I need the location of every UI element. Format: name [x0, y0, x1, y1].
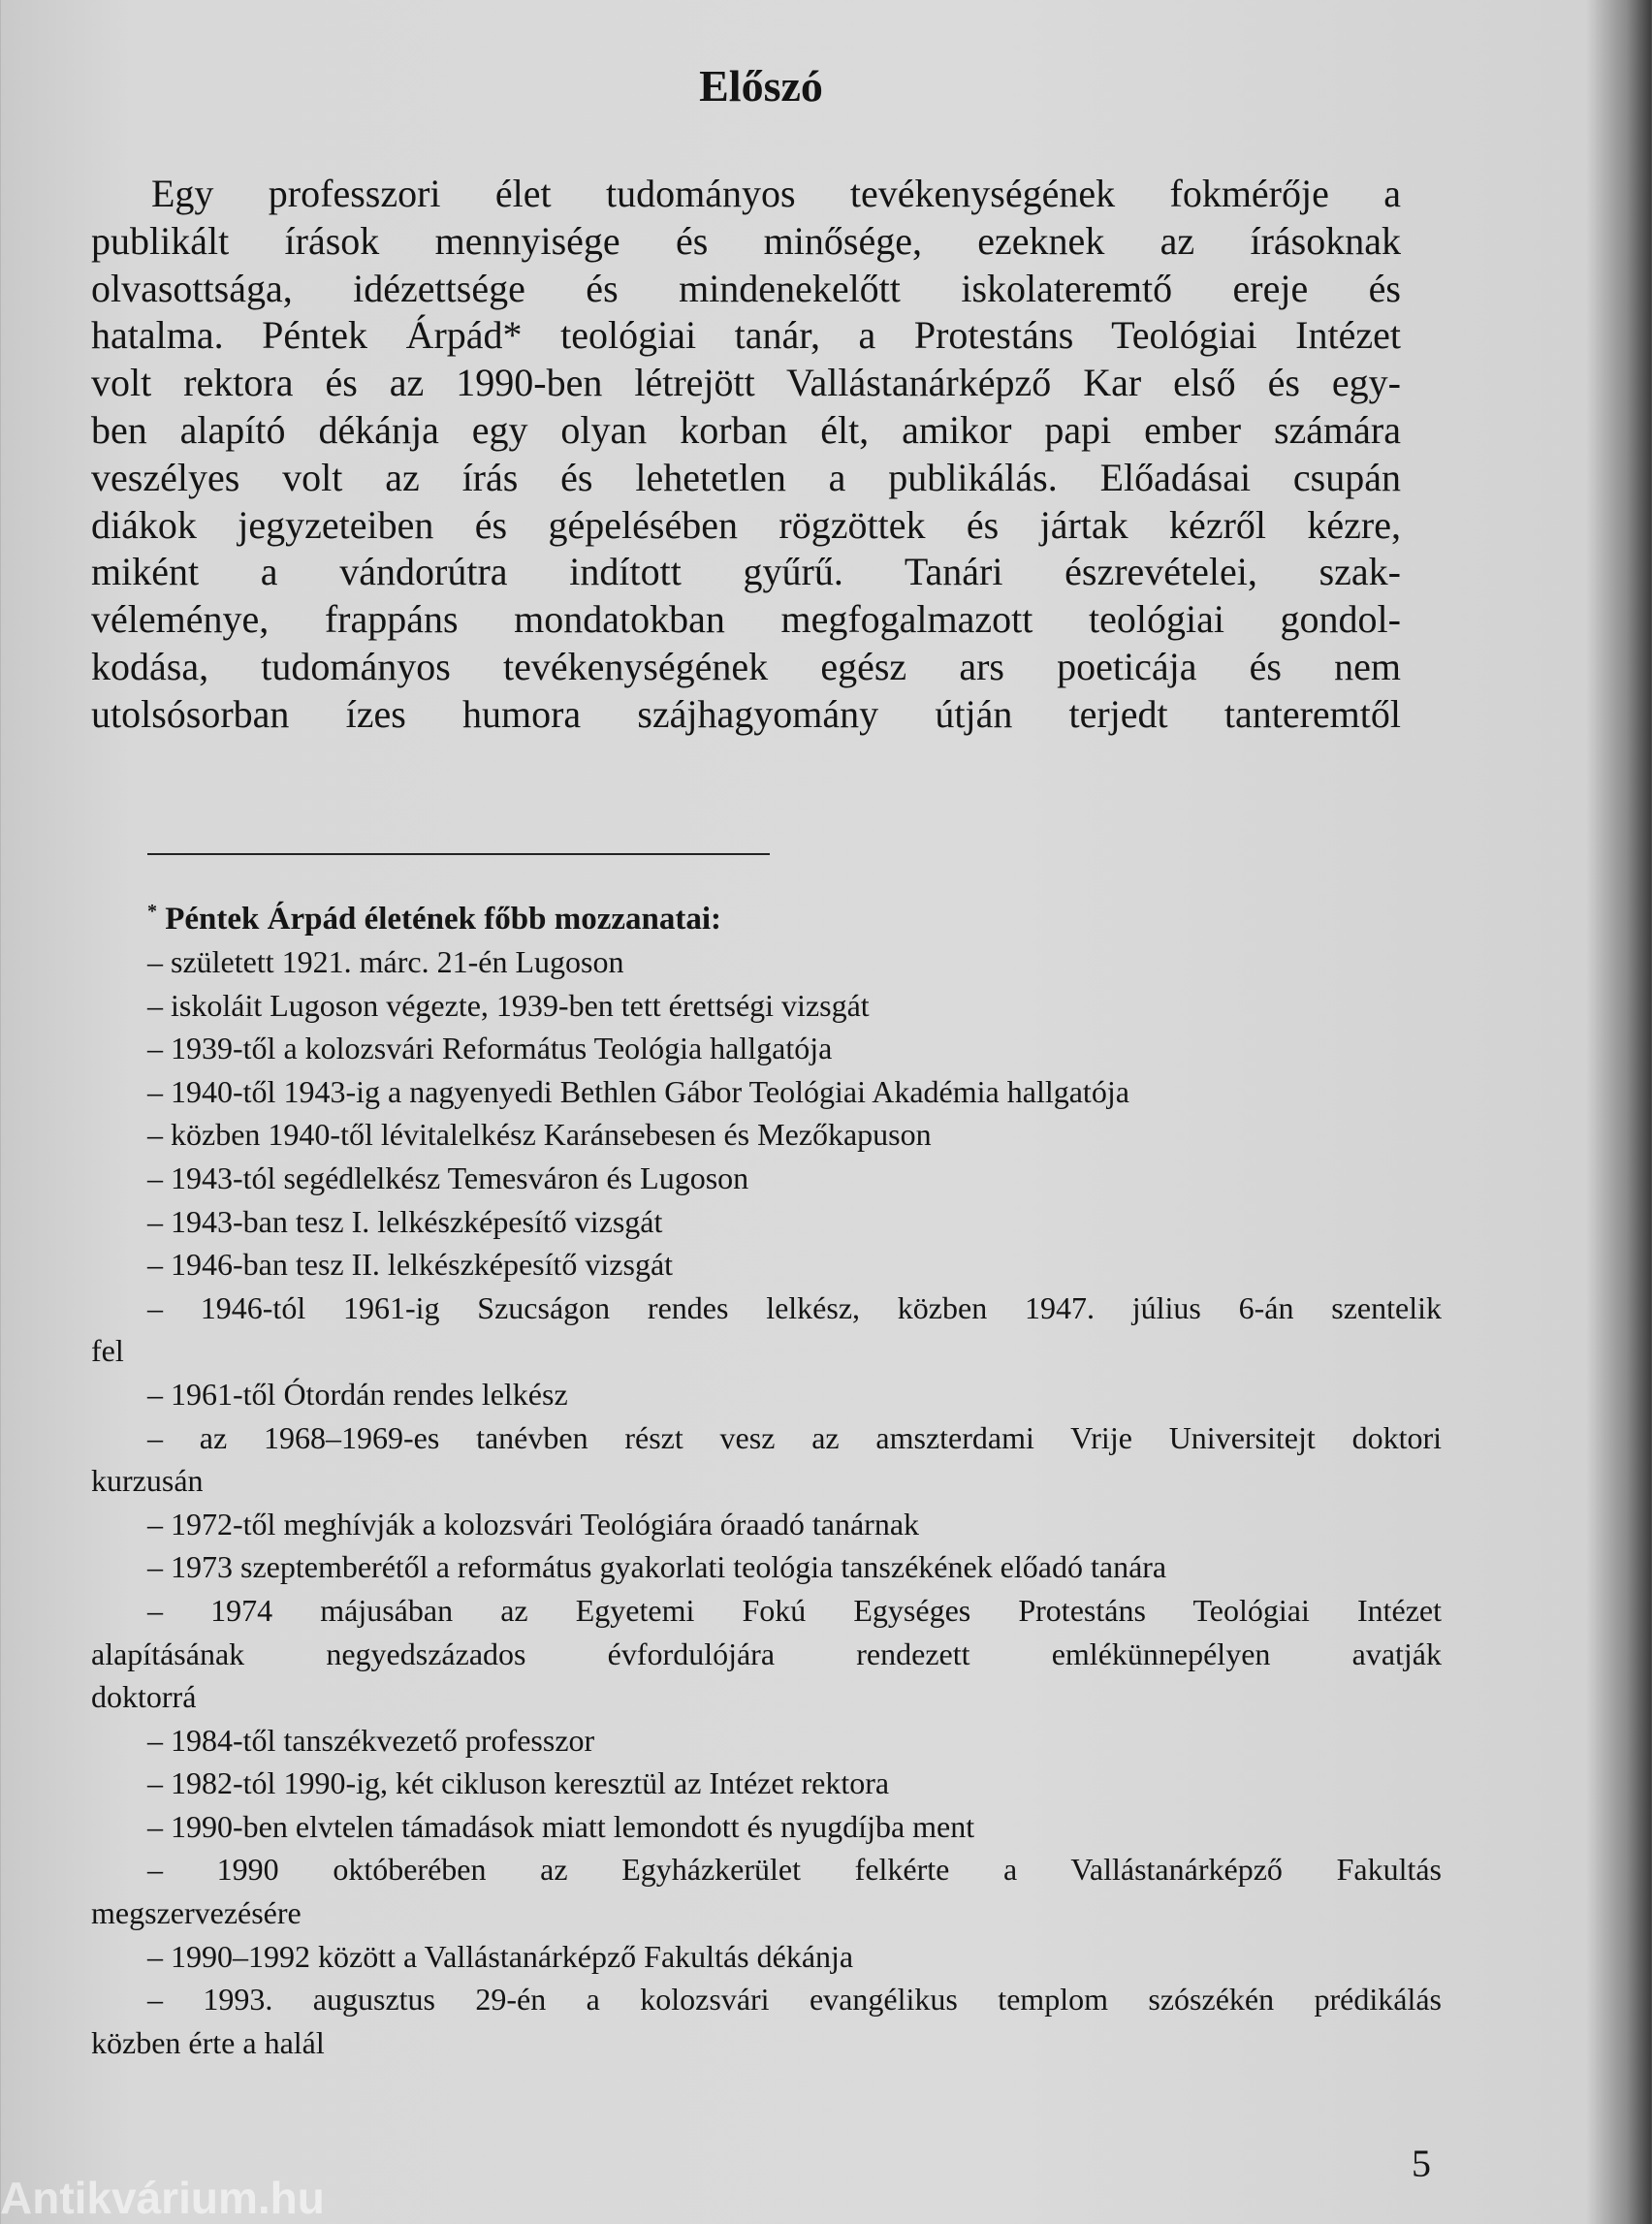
footnote-list-item [91, 1978, 1442, 2064]
footnote-list-item [91, 1373, 1442, 1416]
watermark: Antikvárium.hu [0, 2173, 325, 2223]
footnote-list-item [91, 1589, 1442, 1719]
footnote-marker: * [147, 901, 157, 922]
footnote-line: alapításának negyedszázados évfordulójára rendezett emlékünnepélyen avatják [91, 1636, 1442, 1671]
paragraph-line: olvasottsága, idézettsége és mindenekelőtt iskolateremtő ereje és [91, 266, 1401, 310]
footnote-list-item [91, 1719, 1442, 1763]
paragraph-line: kodása, tudományos tevékenységének egész ars poeticája és nem [91, 644, 1401, 688]
paragraph-line: ben alapító dékánja egy olyan korban élt, amikor papi ember számára [91, 407, 1401, 452]
footnote-line: – 1973 szeptemberétől a református gyakorlati teológia tanszékének előadó tanára [147, 1549, 1167, 1585]
footnote-line: fel [91, 1333, 124, 1369]
footnote-list-item [91, 984, 1442, 1028]
footnote-line: – 1984-től tanszékvezető professzor [147, 1722, 595, 1758]
footnote-line: – iskoláit Lugoson végezte, 1939-ben tett érettségi vizsgát [147, 987, 870, 1023]
footnote-line: megszervezésére [91, 1895, 302, 1931]
footnote-list-item [91, 1416, 1442, 1503]
footnote-line: – 1990-ben elvtelen támadások miatt lemondott és nyugdíjba ment [147, 1808, 975, 1844]
footnote-list-item [91, 1070, 1442, 1114]
paragraph-line: Egy professzori élet tudományos tevékenységének fokmérője a [151, 172, 1401, 215]
footnote-list-item [91, 1157, 1442, 1200]
footnote-heading [91, 890, 1442, 940]
footnote-list-item [91, 1805, 1442, 1849]
footnote-line: – 1946-tól 1961-ig Szucságon rendes lelkész, közben 1947. július 6-án szentelik [147, 1289, 1442, 1325]
footnote-line: – 1961-től Ótordán rendes lelkész [147, 1376, 568, 1412]
page-title: Előszó [699, 61, 823, 111]
footnote-line: – az 1968–1969-es tanévben részt vesz az amszterdami Vrije Universitejt doktori [147, 1419, 1442, 1455]
footnote-list-item [91, 1113, 1442, 1157]
footnote-heading-text: Péntek Árpád életének főbb mozzanatai: [165, 902, 722, 937]
paragraph-line: veszélyes volt az írás és lehetetlen a publikálás. Előadásai csupán [91, 455, 1401, 499]
footnote-line: kurzusán [91, 1463, 204, 1499]
footnote-line: – 1943-ban tesz I. lelkészképesítő vizsgát [147, 1203, 663, 1239]
footnote-line: – 1974 májusában az Egyetemi Fokú Egységes Protestáns Teológiai Intézet [147, 1592, 1442, 1628]
footnote-list-item [91, 1762, 1442, 1805]
footnote-line: – 1993. augusztus 29-én a kolozsvári evangélikus templom szószékén prédikálás [147, 1982, 1442, 2017]
footnote-list-item [91, 940, 1442, 984]
paragraph-line: volt rektora és az 1990-ben létrejött Vallástanárképző Kar első és egy- [91, 361, 1401, 405]
page-number: 5 [1412, 2142, 1431, 2185]
footnote-list-item [91, 1848, 1442, 1934]
footnote-line: – közben 1940-től lévitalelkész Karánsebesen és Mezőkapuson [147, 1117, 932, 1153]
footnote-line: közben érte a halál [91, 2024, 325, 2060]
paragraph-line: miként a vándorútra indított gyűrű. Tanári észrevételei, szak- [91, 550, 1401, 594]
footnote-list-item [91, 1935, 1442, 1979]
footnote-line: – 1990–1992 között a Vallástanárképző Fakultás dékánja [147, 1938, 854, 1974]
footnote [91, 890, 1442, 2064]
footnote-list-item [91, 1545, 1442, 1589]
paragraph-line: publikált írások mennyisége és minősége, ezeknek az írásoknak [91, 218, 1401, 263]
footnote-line: – 1972-től meghívják a kolozsvári Teológiára óraadó tanárnak [147, 1506, 920, 1541]
paragraph-line: hatalma. Péntek Árpád* teológiai tanár, a Protestáns Teológiai Intézet [91, 313, 1401, 358]
footnote-divider [147, 853, 770, 855]
paragraph-line: utolsósorban ízes humora szájhagyomány útján terjedt tanteremtől [91, 691, 1401, 736]
footnote-line: – 1946-ban tesz II. lelkészképesítő vizsgát [147, 1247, 674, 1283]
footnote-list-item [91, 1243, 1442, 1287]
footnote-list-item [91, 1287, 1442, 1373]
footnote-line: – 1990 októberében az Egyházkerület felkérte a Vallástanárképző Fakultás [147, 1852, 1442, 1888]
footnote-line: – 1982-tól 1990-ig, két cikluson keresztül az Intézet rektora [147, 1765, 890, 1801]
footnote-line: – 1940-től 1943-ig a nagyenyedi Bethlen Gábor Teológiai Akadémia hallgatója [147, 1073, 1129, 1109]
footnote-line: doktorrá [91, 1679, 197, 1715]
foreword-paragraph [91, 171, 1401, 739]
footnote-line: – 1943-tól segédlelkész Temesváron és Lugoson [147, 1160, 749, 1195]
footnote-list-item [91, 1027, 1442, 1070]
paragraph-line: diákok jegyzeteiben és gépelésében rögzöttek és jártak kézről kézre, [91, 502, 1401, 547]
footnote-list-item [91, 1200, 1442, 1244]
paragraph-line: véleménye, frappáns mondatokban megfogalmazott teológiai gondol- [91, 597, 1401, 642]
footnote-list-item [91, 1503, 1442, 1546]
footnote-line: – 1939-től a kolozsvári Református Teológia hallgatója [147, 1031, 833, 1066]
footnote-line: – született 1921. márc. 21-én Lugoson [147, 944, 624, 979]
